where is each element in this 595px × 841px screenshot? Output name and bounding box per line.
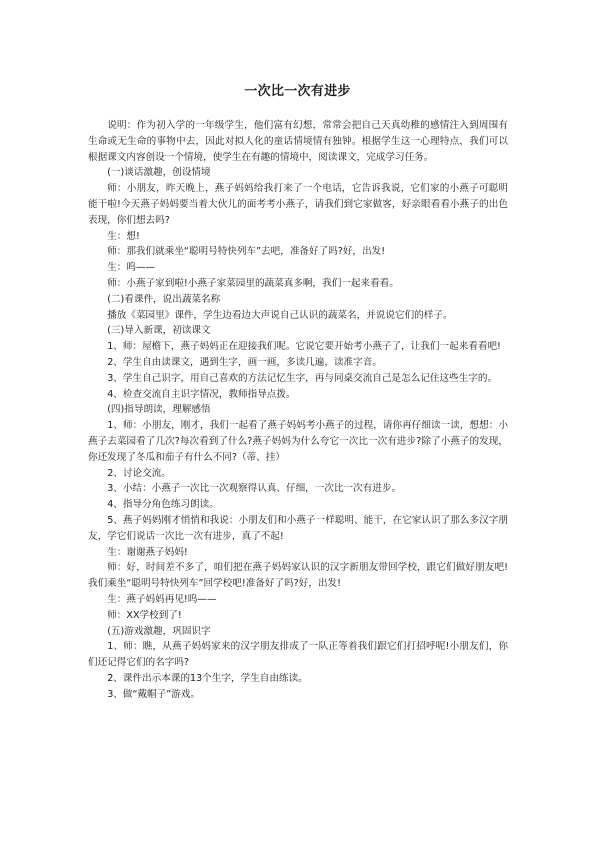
paragraph: 1、师：小朋友，刚才，我们一起看了燕子妈妈考小燕子的过程，请你再仔细读一读，想想：小燕子去菜园看了几次?每次看到了什么?燕子妈妈为什么夸它一次比一次有进步?除了小燕子的发现，你还发现了冬瓜和茄子有什么不同?（蒂、挂） — [88, 420, 508, 463]
paragraph: (四)指导朗读，理解感悟 — [107, 404, 211, 416]
paragraph: 1、师：屋檐下，燕子妈妈正在迎接我们呢。它说它要开始考小燕子了，让我们一起来看看吧! — [107, 341, 501, 353]
paragraph: (三)导入新课，初读课文 — [107, 325, 211, 337]
paragraph: 1、师：瞧，从燕子妈妈家来的汉字朋友排成了一队正等着我们跟它们打招呼呢!小朋友们，你们还记得它们的名字吗? — [88, 641, 508, 669]
paragraph: 师：XX学校到了! — [107, 609, 182, 621]
document-body — [88, 118, 508, 702]
paragraph: 4、指导分角色练习朗读。 — [107, 499, 219, 511]
paragraph: 3、学生自己识字，用自己喜欢的方法记忆生字，再与同桌交流自己是怎么记住这些生字的。 — [107, 372, 498, 384]
paragraph: 生：谢谢燕子妈妈! — [107, 546, 188, 558]
paragraph: 3、小结：小燕子一次比一次观察得认真、仔细，一次比一次有进步。 — [107, 483, 402, 495]
paragraph: 2、学生自由读课文，遇到生字，画一画，多读几遍，读准字音。 — [107, 356, 382, 368]
paragraph: 生：呜—— — [107, 262, 156, 274]
paragraph: 2、课件出示本课的13个生字，学生自由练读。 — [107, 672, 308, 684]
paragraph: 3、做“戴帽子”游戏。 — [107, 688, 200, 700]
paragraph: 4、检查交流自主识字情况，教师指导点拨。 — [107, 388, 296, 400]
paragraph: 生：想! — [107, 230, 140, 242]
paragraph: 播放《菜园里》课件，学生边看边大声说自己认识的蔬菜名，并说说它们的样子。 — [107, 309, 453, 321]
paragraph: 2、讨论交流。 — [107, 467, 171, 479]
paragraph: 生：燕子妈妈再见!呜—— — [107, 593, 217, 605]
paragraph: 5、燕子妈妈刚才悄悄和我说：小朋友们和小燕子一样聪明、能干，在它家认识了那么多汉字朋友，学它们说话一次比一次有进步，真了不起! — [88, 514, 508, 542]
paragraph: 师：小燕子家到啦!小燕子家菜园里的蔬菜真多啊，我们一起来看看。 — [107, 277, 399, 289]
paragraph: (五)游戏激趣，巩固识字 — [107, 625, 211, 637]
paragraph: 师：好，时间差不多了，咱们把在燕子妈妈家认识的汉字新朋友带回学校，跟它们做好朋友吧!我们乘坐“聪明号特快列车”回学校吧!准备好了吗?好，出发! — [88, 562, 508, 590]
paragraph: 说明：作为初入学的一年级学生，他们富有幻想，常常会把自己天真幼稚的感情注入到周围有生命或无生命的事物中去，因此对拟人化的童话情境情有独钟。根据学生这一心理特点，我们可以根据课文内容创设一个情境，使学生在有趣的情境中，阅读课文，完成学习任务。 — [88, 120, 508, 163]
paragraph: 师：那我们就乘坐“聪明号特快列车”去吧，准备好了吗?好，出发! — [107, 246, 386, 258]
paragraph: (二)看课件，说出蔬菜名称 — [107, 293, 221, 305]
paragraph: (一)谈话激趣，创设情境 — [107, 167, 211, 179]
paragraph: 师：小朋友，昨天晚上，燕子妈妈给我打来了一个电话，它告诉我说，它们家的小燕子可聪明能干啦!今天燕子妈妈要当着大伙儿的面考考小燕子，请我们到它家做客，好亲眼看看小燕子的出色表现，你们想去吗? — [88, 183, 508, 226]
document-title: 一次比一次有进步 — [244, 84, 351, 99]
